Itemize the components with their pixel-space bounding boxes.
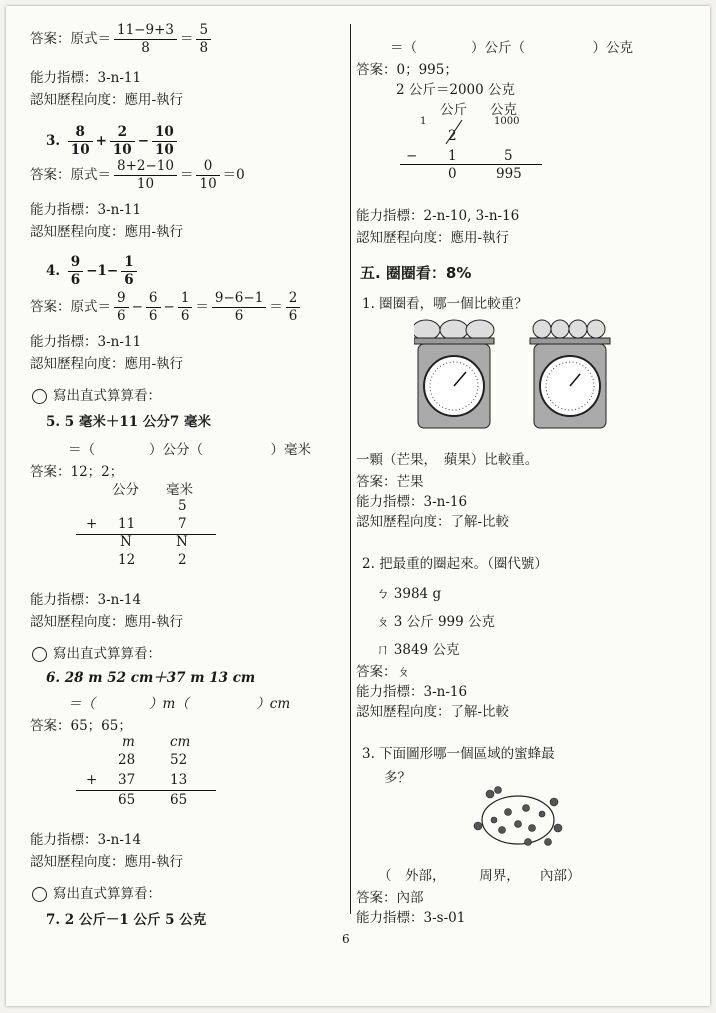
problem-3: 3. 下面圖形哪一個區域的蜜蜂最 xyxy=(362,746,555,762)
problem-2: 2. 把最重的圈起來。（圈代號） xyxy=(362,556,548,572)
ability-indicator: 能力指標：3-n-11 xyxy=(30,202,142,218)
question-5-blanks: ＝（ ）公分（ ）毫米 xyxy=(68,442,311,458)
circle-bullet-icon xyxy=(32,389,47,404)
ability-indicator: 能力指標：3-n-16 xyxy=(356,684,468,700)
answer-prefix: 答案：原式＝ xyxy=(30,31,111,47)
carry-mark: N xyxy=(120,534,132,550)
cognitive-process: 認知歷程向度：應用-執行 xyxy=(30,92,184,108)
question-4: 4. $\frac{9}{6}$ −1− $\frac{1}{6}$ xyxy=(46,254,140,289)
borrow-mark: 1 xyxy=(420,116,427,127)
difference-line xyxy=(400,164,542,165)
q7-conversion-note: 2 公斤＝2000 公克 xyxy=(396,82,516,98)
question-3: 3. $\frac{8}{10}$ + $\frac{2}{10}$ − $\frac{10}{10}$ xyxy=(46,124,180,159)
problem-3-line2: 多？ xyxy=(384,770,411,786)
carry-mark: N xyxy=(176,534,188,550)
option-p: ㄆ 3 公斤 999 公克 xyxy=(376,614,496,630)
q5-answer: 答案：12；2； xyxy=(30,464,124,480)
cognitive-process: 認知歷程向度：應用-執行 xyxy=(30,224,184,240)
q7-answer: 答案：0；995； xyxy=(356,62,458,78)
right-column: ＝（ ）公斤（ ）公克 答案：0；995； 2 公斤＝2000 公克 公斤 公克 1 1000 2 − 1 5 0 995 能力指標：2-n-10, 3-n-16 認知歷程向度：應用-執行 五. 圈圈看：8% 1. 圈圈看，哪一個比較重？ 一顆（芒果， 蘋果）比較重。 答案：芒果 能力指標：3-n-16 認知歷程向度：了解-比較 2. 把最重的圈起來。（圈代號） ㄅ 3984 g ㄆ 3 公斤 999 公克 ㄇ 3849 公克 答案：ㄆ 能力指標：3-n-16 認知歷程向度：了解-比較 3. 下面圖形哪一個區域的蜜蜂最 多？ （ 外部， 周界， 內部） 答案：內部 能力指標：3-s-01 xyxy=(356,6,700,1006)
bees-region-illustration xyxy=(468,784,568,850)
fraction: $\frac{11-9+3}{8}$ xyxy=(114,22,177,57)
problem-1-choice: 一顆（芒果， 蘋果）比較重。 xyxy=(356,452,539,468)
option-b: ㄅ 3984 g xyxy=(376,586,442,602)
cognitive-process: 認知歷程向度：應用-執行 xyxy=(356,230,510,246)
page-number: 6 xyxy=(342,932,350,946)
sum-line xyxy=(76,790,216,791)
p2-answer: 答案：ㄆ xyxy=(356,664,410,680)
p3-answer: 答案：內部 xyxy=(356,890,424,906)
q3-answer: 答案：原式＝ $\frac{8+2-10}{10}$ ＝ $\frac{0}{10}$ ＝0 xyxy=(30,158,245,192)
section-5-title: 五. 圈圈看：8% xyxy=(360,264,472,282)
scales-illustration xyxy=(414,314,614,434)
ability-indicator: 能力指標：3-n-11 xyxy=(30,334,142,350)
question-6: 6. 28 m 52 cm＋37 m 13 cm xyxy=(46,670,256,686)
q4-answer: 答案：原式＝ $\frac{9}{6}$ − $\frac{6}{6}$ − $\frac{1}{6}$ ＝ $\frac{9-6-1}{6}$ ＝ $\frac{2}{6}$ xyxy=(30,290,303,325)
q6-answer: 答案：65；65； xyxy=(30,718,132,734)
q1-answer: 答案：原式＝ $\frac{11-9+3}{8}$ ＝ $\frac{5}{8}$ xyxy=(30,22,214,57)
ability-indicator: 能力指標：3-s-01 xyxy=(356,910,466,926)
mango-scale xyxy=(414,320,494,428)
ability-indicator: 能力指標：3-n-14 xyxy=(30,592,142,608)
left-column: 答案：原式＝ $\frac{11-9+3}{8}$ ＝ $\frac{5}{8}$ 能力指標：3-n-11 認知歷程向度：應用-執行 3. $\frac{8}{10}$ + $\frac{2}{10}$ − $\frac{10}{10}$ 答案：原式＝ $\frac{8+2-10}{10}$ ＝ $\frac{0}{10}$ ＝0 能力指標：3-n-11 認知歷程向度：應用-執行 4. $\frac{9}{6}$ −1− $\frac{1}{6}$ 答案：原式＝ $\frac{9}{6}$ − $\frac{6}{6}$ − $\frac{1}{6}$ ＝ $\frac{9-6-1}{6}$ ＝ $\frac{2}{6}$ 能力指標：3-n-11 認知歷程向度：應用-執行 寫出直式算算看： 5. 5 毫米＋11 公分7 毫米 ＝（ ）公分（ ）毫米 答案：12；2； 公分 毫米 5 + 11 7 N N 12 2 能力指標：3-n-14 認知歷程向度：應用-執行 寫出直式算算看： 6. 28 m 52 cm＋37 m 13 cm ＝（ ）m（ ）cm 答案：65；65； m cm 28 52 + 37 13 65 65 能力指標：3-n-14 認知歷程向度：應用-執行 寫出直式算算看： 7. 2 公斤－1 公斤 5 公克 xyxy=(30,22,311,928)
sum-line xyxy=(76,534,216,535)
problem-3-choice: （ 外部， 周界， 內部） xyxy=(378,868,581,884)
cognitive-process: 認知歷程向度：應用-執行 xyxy=(30,614,184,630)
option-m: ㄇ 3849 公克 xyxy=(376,642,460,658)
cognitive-process: 認知歷程向度：了解-比較 xyxy=(356,704,510,720)
question-7-blanks: ＝（ ）公斤（ ）公克 xyxy=(390,40,633,56)
ability-indicator: 能力指標：3-n-11 xyxy=(30,70,142,86)
circle-bullet-icon xyxy=(32,647,47,662)
ability-indicator: 能力指標：2-n-10, 3-n-16 xyxy=(356,208,520,224)
ability-indicator: 能力指標：3-n-16 xyxy=(356,494,468,510)
section-heading-vertical-1: 寫出直式算算看： xyxy=(32,384,161,404)
problem-1: 1. 圈圈看，哪一個比較重？ xyxy=(362,296,528,312)
circle-bullet-icon xyxy=(32,887,47,902)
cognitive-process: 認知歷程向度：應用-執行 xyxy=(30,356,184,372)
borrow-mark: 1000 xyxy=(494,116,520,127)
fraction: $\frac{5}{8}$ xyxy=(196,22,211,57)
cognitive-process: 認知歷程向度：應用-執行 xyxy=(30,854,184,870)
question-5: 5. 5 毫米＋11 公分7 毫米 xyxy=(46,414,211,430)
column-divider xyxy=(350,24,351,914)
section-heading-vertical-2: 寫出直式算算看： xyxy=(32,642,161,662)
apple-scale xyxy=(530,320,610,428)
section-heading-vertical-3: 寫出直式算算看： xyxy=(32,882,161,902)
question-6-blanks: ＝（ ）m（ ）cm xyxy=(68,696,291,712)
ability-indicator: 能力指標：3-n-14 xyxy=(30,832,142,848)
question-7: 7. 2 公斤－1 公斤 5 公克 xyxy=(46,912,207,928)
worksheet-page xyxy=(6,6,710,1006)
cognitive-process: 認知歷程向度：了解-比較 xyxy=(356,514,510,530)
p1-answer: 答案：芒果 xyxy=(356,474,424,490)
